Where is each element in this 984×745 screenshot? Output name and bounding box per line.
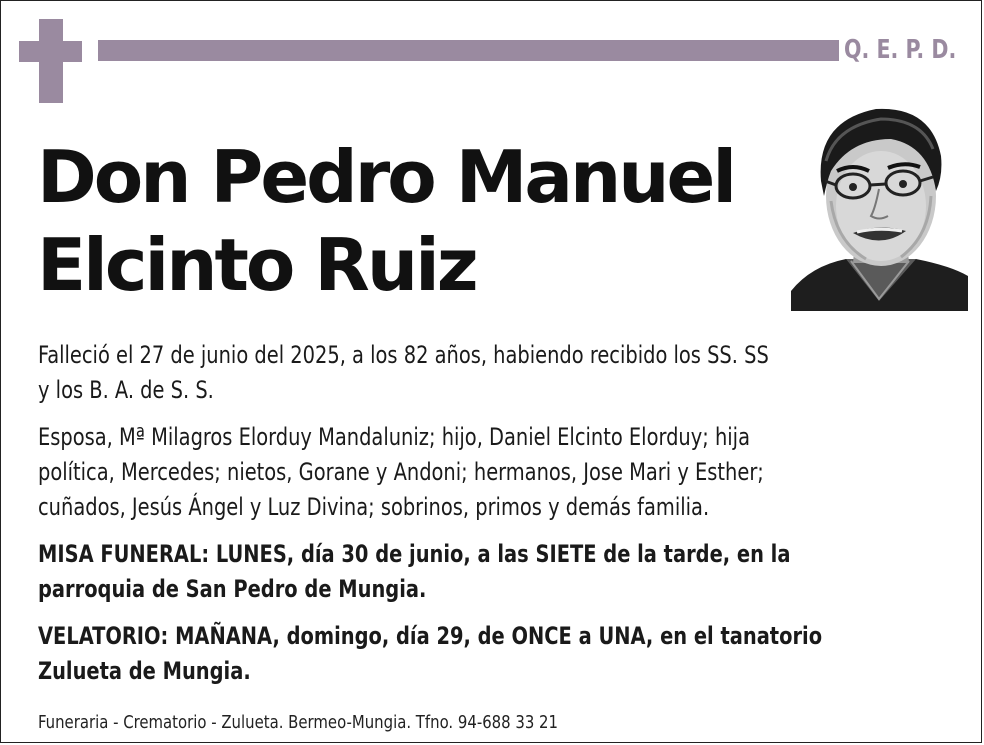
family-list (38, 420, 968, 525)
qepd-label: Q. E. P. D. (844, 35, 957, 65)
portrait-photo (791, 101, 968, 311)
family-line-3: cuñados, Jesús Ángel y Luz Divina; sobrinos, primos y demás familia. (38, 493, 710, 521)
mass-line-1: MISA FUNERAL: LUNES, día 30 de junio, a las SIETE de la tarde, en la (38, 540, 791, 568)
family-line-2: política, Mercedes; nietos, Gorane y Andoni; hermanos, Jose Mari y Esther; (38, 458, 764, 486)
wake-info (38, 619, 968, 689)
funeral-mass-info (38, 537, 968, 607)
death-notice (38, 338, 968, 408)
death-line-1: Falleció el 27 de junio del 2025, a los 82 años, habiendo recibido los SS. SS (38, 341, 769, 369)
name-line-1: Don Pedro Manuel (37, 135, 734, 219)
name-line-2: Elcinto Ruiz (37, 223, 476, 307)
wake-line-2: Zulueta de Mungia. (38, 657, 251, 685)
funeral-home-footer: Funeraria - Crematorio - Zulueta. Bermeo-Mungia. Tfno. 94-688 33 21 (38, 712, 559, 733)
family-line-1: Esposa, Mª Milagros Elorduy Mandaluniz; hijo, Daniel Elcinto Elorduy; hija (38, 423, 750, 451)
cross-icon-arm (19, 41, 82, 62)
death-line-2: y los B. A. de S. S. (38, 376, 214, 404)
wake-line-1: VELATORIO: MAÑANA, domingo, día 29, de ONCE a UNA, en el tanatorio (38, 622, 823, 650)
deceased-name (37, 133, 797, 309)
mass-line-2: parroquia de San Pedro de Mungia. (38, 575, 427, 603)
header-rule (98, 40, 839, 61)
